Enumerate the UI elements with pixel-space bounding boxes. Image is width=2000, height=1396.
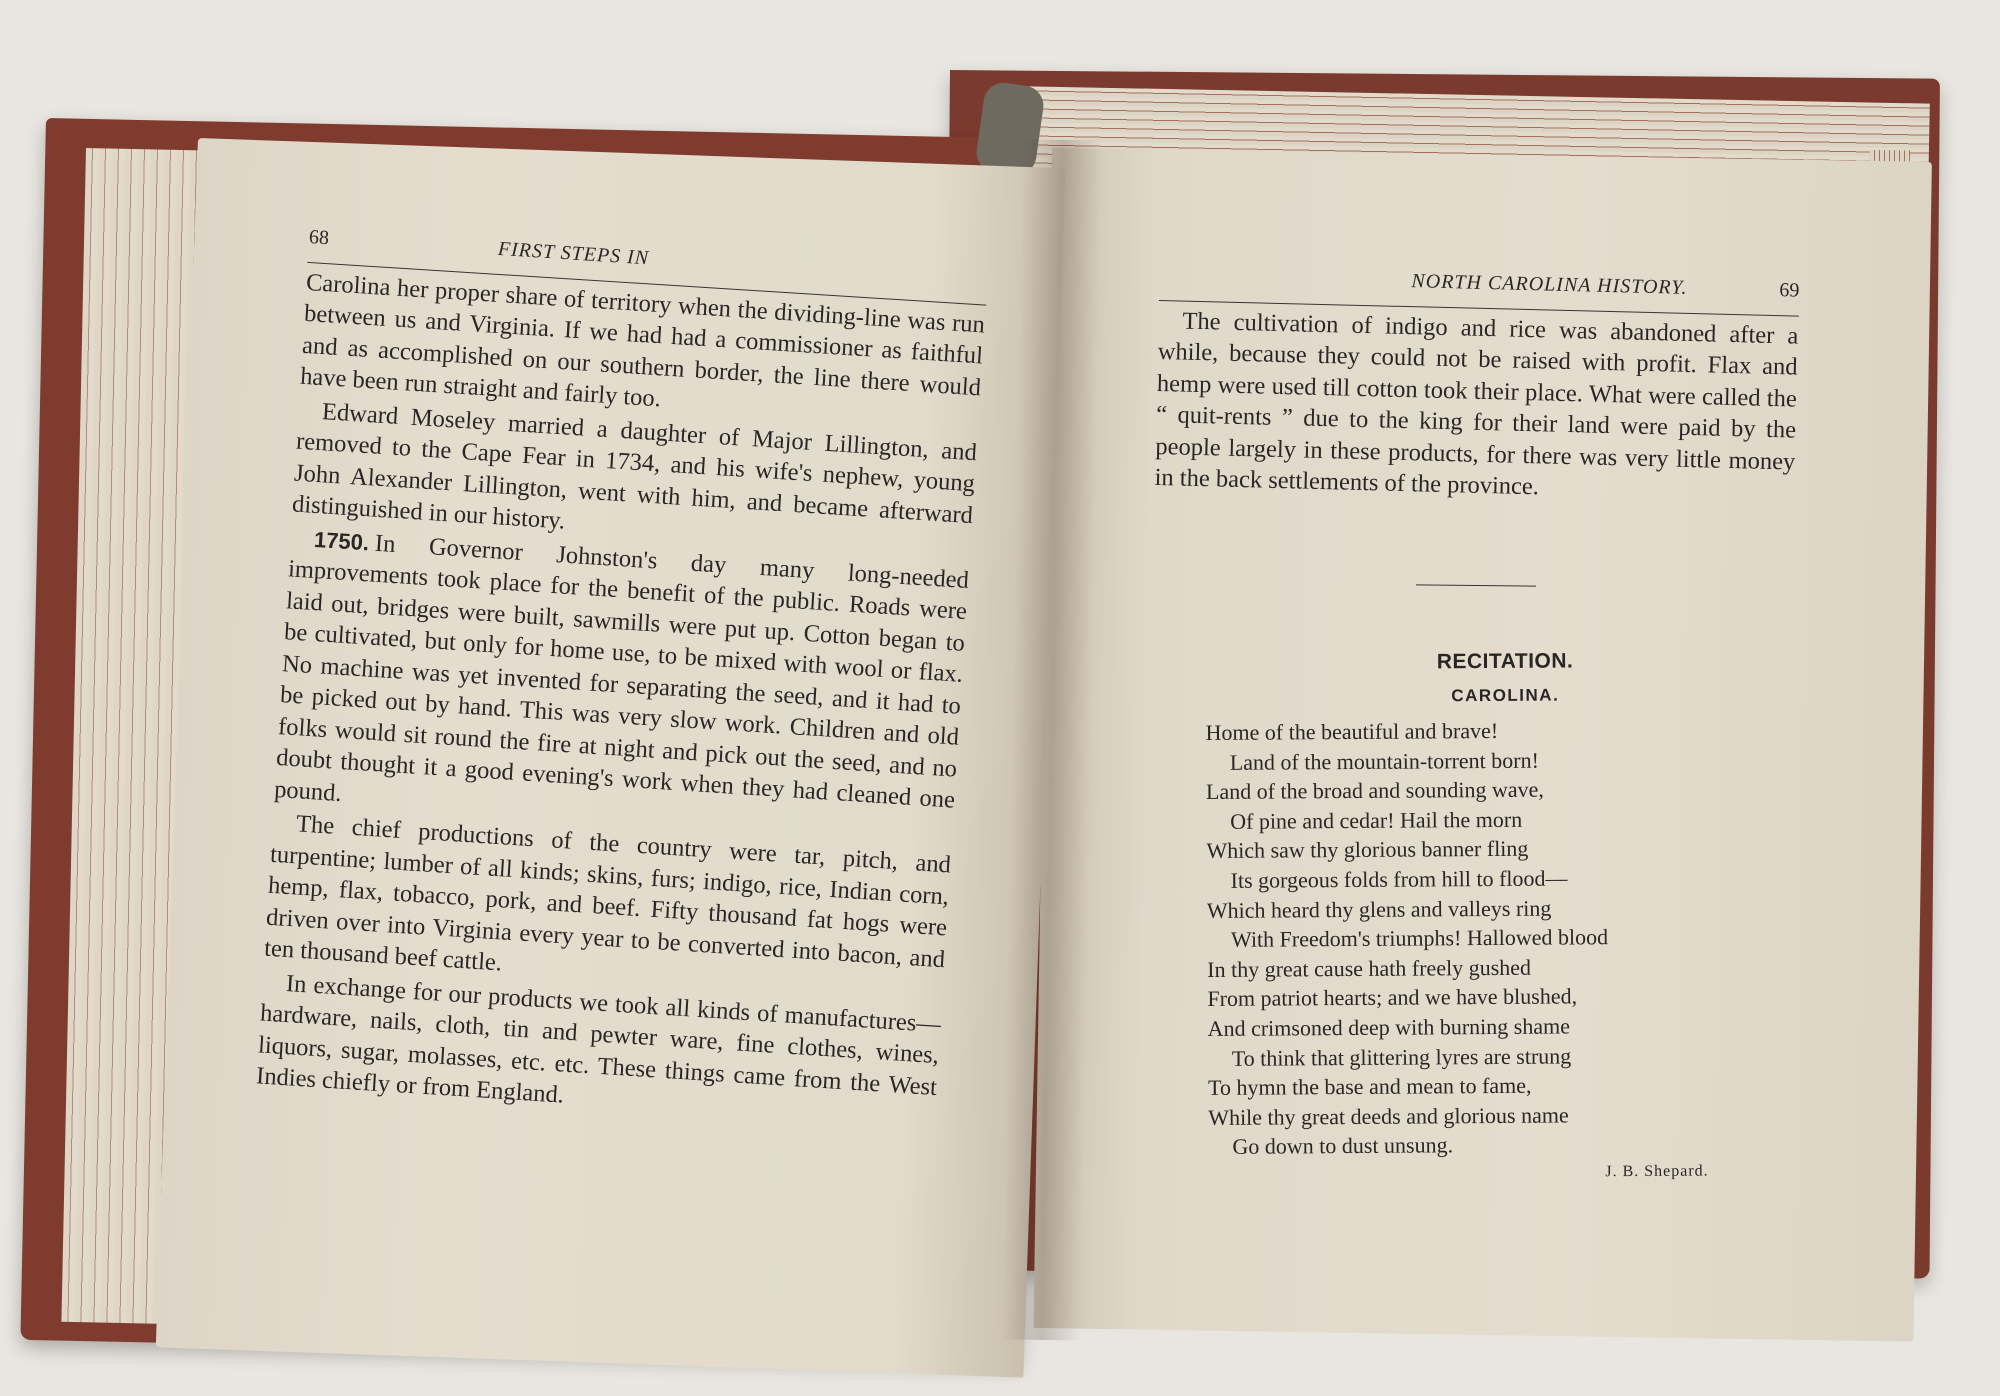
poem-line: With Freedom's triumphs! Hallowed blood [1230, 924, 1609, 952]
paragraph-text: Carolina her proper share of territory when the dividing-line was run between us and Virginia. If we had had a commissioner as faithful and as accomplished on our southern border, the line there would have been run straight and fairly too. [299, 268, 986, 413]
left-paragraphs [255, 266, 986, 1134]
poem-line: From patriot hearts; and we have blushed, [1207, 983, 1578, 1012]
left-paragraph [273, 522, 969, 848]
paragraph-text: In Governor Johnston's day many long-needed improvements took place for the benefit of the public. Roads were laid out, bridges were built, sawmills were put up. Cotton began to be cultivated, but only for home use, to be mixed with wool or flax. No machine was yet invented for separating the seed, and it had to be picked out by hand. This was very slow work. Children and old folks would sit round the fire at night and pick out the seed, and no doubt thought it a good evening's work when they had cleaned one pound. [273, 529, 970, 814]
right-paragraph: The cultivation of indigo and rice was abandoned after a while, because they could not be raised with profit. Flax and hemp were used till cotton took their place. What were called the “ quit-rents ” due to the king for their land were paid by the people largely in these products, for there was very little money in the back settlements of the province. [1154, 307, 1799, 501]
poem-line: Land of the mountain-torrent born! [1229, 747, 1539, 775]
paragraph-text: In exchange for our products we took all kinds of manufactures—hardware, nails, cloth, tin and pewter ware, fine clothes, wines, liquors, sugar, molasses, etc. etc. These things came from the West Indies chiefly or from England. [255, 969, 942, 1109]
paragraph-text: Edward Moseley married a daughter of Major Lillington, and removed to the Cape Fear in 1734, and his wife's nephew, young John Alexander Lillington, went with him, and became afterward distinguished in our history. [291, 397, 978, 535]
page-number-left: 68 [308, 225, 330, 250]
poem-line: Home of the beautiful and brave! [1205, 717, 1499, 745]
running-title-left: FIRST STEPS IN [497, 237, 650, 270]
poem-block [1205, 648, 1769, 1184]
page-number-right: 69 [1779, 279, 1800, 302]
right-page-text [1154, 260, 1800, 509]
poem-line: Which saw thy glorious banner fling [1206, 836, 1529, 864]
poem-line: Of pine and cedar! Hail the morn [1230, 806, 1523, 834]
section-heading: RECITATION. [1436, 649, 1574, 674]
poem-line: Go down to dust unsung. [1232, 1132, 1454, 1160]
poem-title: CAROLINA. [1451, 685, 1560, 706]
poem-line: Land of the broad and sounding wave, [1205, 776, 1544, 805]
poem-line: To hymn the base and mean to fame, [1207, 1072, 1532, 1101]
poem-line: And crimsoned deep with burning shame [1207, 1013, 1571, 1041]
poem-line: Which heard thy glens and valleys ring [1206, 895, 1552, 923]
poem-line: To think that glittering lyres are strung [1231, 1042, 1572, 1071]
poem-lines [1205, 714, 1768, 1162]
running-title-right: NORTH CAROLINA HISTORY. [1411, 270, 1688, 299]
poem-line: While thy great deeds and glorious name [1208, 1102, 1569, 1130]
poem-line: Its gorgeous folds from hill to flood— [1230, 865, 1568, 893]
year-marker: 1750. [313, 526, 370, 555]
poem-author: J. B. Shepard. [1605, 1162, 1709, 1181]
poem-line: In thy great cause hath freely gushed [1207, 954, 1532, 982]
paragraph-text: The chief productions of the country were tar, pitch, and turpentine; lumber of all kinds; skins, furs; indigo, rice, Indian corn, hemp, flax, tobacco, pork, and beef. Fifty thousand fat hogs were driven over into Virginia every year to be converted into bacon, and ten thousand beef cattle. [263, 810, 952, 977]
left-page-text [255, 222, 988, 1134]
